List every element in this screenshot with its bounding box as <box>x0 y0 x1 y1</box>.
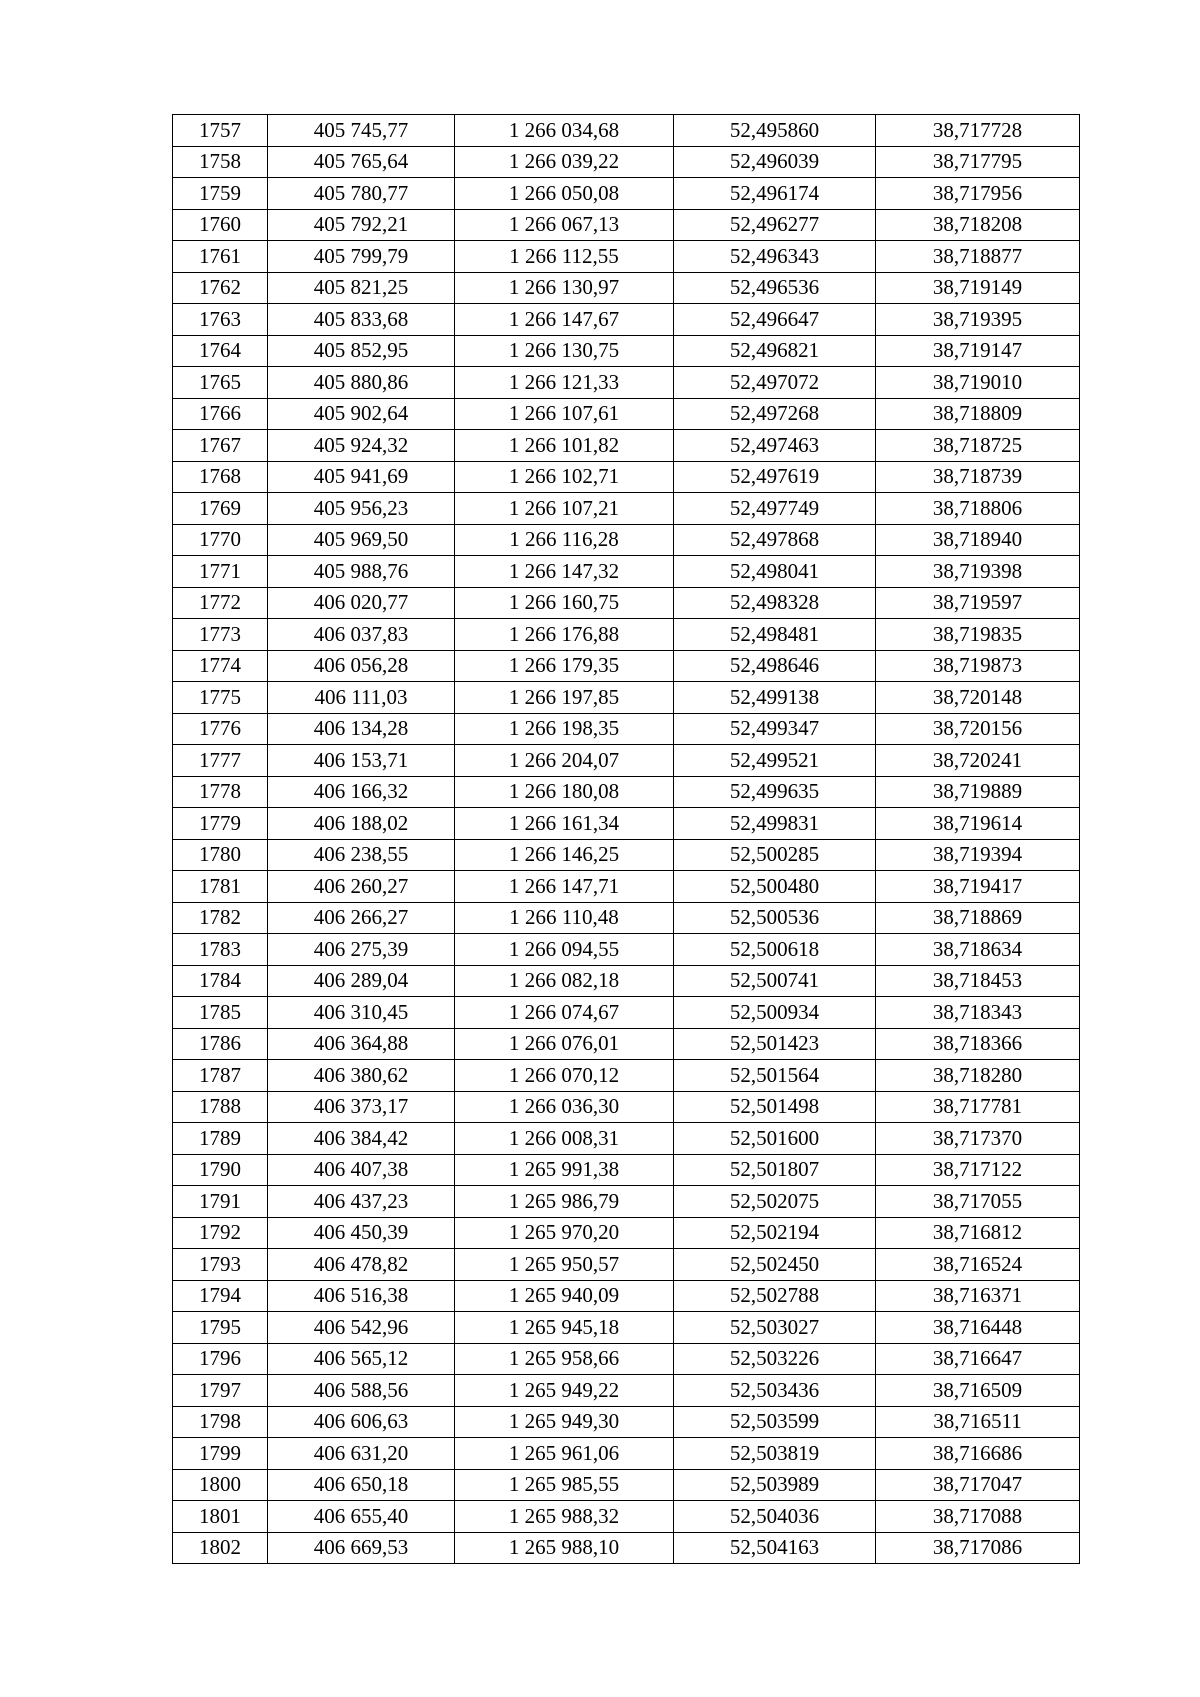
latitude-cell: 52,499635 <box>674 776 876 808</box>
y-coordinate-cell: 1 265 991,38 <box>455 1154 674 1186</box>
y-coordinate-cell: 1 266 039,22 <box>455 146 674 178</box>
point-number-cell: 1802 <box>173 1532 268 1564</box>
latitude-cell: 52,500618 <box>674 934 876 966</box>
x-coordinate-cell: 406 542,96 <box>268 1312 455 1344</box>
y-coordinate-cell: 1 266 036,30 <box>455 1091 674 1123</box>
y-coordinate-cell: 1 266 147,32 <box>455 556 674 588</box>
table-row <box>173 1154 1080 1186</box>
point-number-cell: 1783 <box>173 934 268 966</box>
longitude-cell: 38,717122 <box>876 1154 1080 1186</box>
longitude-cell: 38,718208 <box>876 209 1080 241</box>
point-number-cell: 1792 <box>173 1217 268 1249</box>
table-row <box>173 1469 1080 1501</box>
longitude-cell: 38,716524 <box>876 1249 1080 1281</box>
longitude-cell: 38,716511 <box>876 1406 1080 1438</box>
table-row <box>173 1438 1080 1470</box>
y-coordinate-cell: 1 266 176,88 <box>455 619 674 651</box>
longitude-cell: 38,717047 <box>876 1469 1080 1501</box>
latitude-cell: 52,496821 <box>674 335 876 367</box>
table-row <box>173 335 1080 367</box>
x-coordinate-cell: 405 821,25 <box>268 272 455 304</box>
table-row <box>173 1280 1080 1312</box>
table-row <box>173 1060 1080 1092</box>
point-number-cell: 1769 <box>173 493 268 525</box>
point-number-cell: 1774 <box>173 650 268 682</box>
table-row <box>173 209 1080 241</box>
point-number-cell: 1788 <box>173 1091 268 1123</box>
table-row <box>173 1312 1080 1344</box>
y-coordinate-cell: 1 265 949,22 <box>455 1375 674 1407</box>
x-coordinate-cell: 406 266,27 <box>268 902 455 934</box>
y-coordinate-cell: 1 265 940,09 <box>455 1280 674 1312</box>
table-row <box>173 524 1080 556</box>
y-coordinate-cell: 1 266 008,31 <box>455 1123 674 1155</box>
x-coordinate-cell: 405 799,79 <box>268 241 455 273</box>
latitude-cell: 52,501498 <box>674 1091 876 1123</box>
x-coordinate-cell: 406 275,39 <box>268 934 455 966</box>
longitude-cell: 38,718940 <box>876 524 1080 556</box>
latitude-cell: 52,504036 <box>674 1501 876 1533</box>
table-row <box>173 178 1080 210</box>
longitude-cell: 38,719614 <box>876 808 1080 840</box>
x-coordinate-cell: 406 669,53 <box>268 1532 455 1564</box>
point-number-cell: 1782 <box>173 902 268 934</box>
point-number-cell: 1768 <box>173 461 268 493</box>
y-coordinate-cell: 1 266 121,33 <box>455 367 674 399</box>
latitude-cell: 52,497463 <box>674 430 876 462</box>
latitude-cell: 52,497268 <box>674 398 876 430</box>
x-coordinate-cell: 405 833,68 <box>268 304 455 336</box>
point-number-cell: 1757 <box>173 115 268 147</box>
table-row <box>173 146 1080 178</box>
y-coordinate-cell: 1 266 107,61 <box>455 398 674 430</box>
point-number-cell: 1779 <box>173 808 268 840</box>
point-number-cell: 1776 <box>173 713 268 745</box>
point-number-cell: 1771 <box>173 556 268 588</box>
table-row <box>173 902 1080 934</box>
y-coordinate-cell: 1 266 107,21 <box>455 493 674 525</box>
latitude-cell: 52,496039 <box>674 146 876 178</box>
point-number-cell: 1794 <box>173 1280 268 1312</box>
point-number-cell: 1759 <box>173 178 268 210</box>
table-row <box>173 115 1080 147</box>
latitude-cell: 52,503027 <box>674 1312 876 1344</box>
point-number-cell: 1765 <box>173 367 268 399</box>
point-number-cell: 1785 <box>173 997 268 1029</box>
x-coordinate-cell: 405 792,21 <box>268 209 455 241</box>
y-coordinate-cell: 1 266 076,01 <box>455 1028 674 1060</box>
latitude-cell: 52,498481 <box>674 619 876 651</box>
longitude-cell: 38,717956 <box>876 178 1080 210</box>
longitude-cell: 38,718806 <box>876 493 1080 525</box>
longitude-cell: 38,720156 <box>876 713 1080 745</box>
x-coordinate-cell: 406 188,02 <box>268 808 455 840</box>
y-coordinate-cell: 1 266 112,55 <box>455 241 674 273</box>
table-row <box>173 1249 1080 1281</box>
longitude-cell: 38,716686 <box>876 1438 1080 1470</box>
y-coordinate-cell: 1 266 179,35 <box>455 650 674 682</box>
x-coordinate-cell: 406 373,17 <box>268 1091 455 1123</box>
latitude-cell: 52,503599 <box>674 1406 876 1438</box>
y-coordinate-cell: 1 265 958,66 <box>455 1343 674 1375</box>
latitude-cell: 52,496277 <box>674 209 876 241</box>
table-row <box>173 1532 1080 1564</box>
latitude-cell: 52,501423 <box>674 1028 876 1060</box>
longitude-cell: 38,718366 <box>876 1028 1080 1060</box>
x-coordinate-cell: 406 631,20 <box>268 1438 455 1470</box>
latitude-cell: 52,500480 <box>674 871 876 903</box>
y-coordinate-cell: 1 266 116,28 <box>455 524 674 556</box>
latitude-cell: 52,502194 <box>674 1217 876 1249</box>
coordinates-table-body <box>173 115 1080 1564</box>
table-row <box>173 461 1080 493</box>
y-coordinate-cell: 1 266 130,97 <box>455 272 674 304</box>
point-number-cell: 1761 <box>173 241 268 273</box>
longitude-cell: 38,717088 <box>876 1501 1080 1533</box>
point-number-cell: 1780 <box>173 839 268 871</box>
y-coordinate-cell: 1 266 197,85 <box>455 682 674 714</box>
y-coordinate-cell: 1 265 961,06 <box>455 1438 674 1470</box>
longitude-cell: 38,719835 <box>876 619 1080 651</box>
y-coordinate-cell: 1 266 180,08 <box>455 776 674 808</box>
latitude-cell: 52,497072 <box>674 367 876 399</box>
x-coordinate-cell: 405 924,32 <box>268 430 455 462</box>
longitude-cell: 38,720241 <box>876 745 1080 777</box>
table-row <box>173 619 1080 651</box>
table-row <box>173 965 1080 997</box>
point-number-cell: 1796 <box>173 1343 268 1375</box>
latitude-cell: 52,503819 <box>674 1438 876 1470</box>
table-row <box>173 713 1080 745</box>
y-coordinate-cell: 1 265 988,10 <box>455 1532 674 1564</box>
table-row <box>173 650 1080 682</box>
table-row <box>173 1501 1080 1533</box>
table-row <box>173 1406 1080 1438</box>
longitude-cell: 38,719394 <box>876 839 1080 871</box>
latitude-cell: 52,497868 <box>674 524 876 556</box>
latitude-cell: 52,496343 <box>674 241 876 273</box>
point-number-cell: 1778 <box>173 776 268 808</box>
x-coordinate-cell: 406 166,32 <box>268 776 455 808</box>
latitude-cell: 52,499138 <box>674 682 876 714</box>
latitude-cell: 52,503989 <box>674 1469 876 1501</box>
x-coordinate-cell: 406 516,38 <box>268 1280 455 1312</box>
point-number-cell: 1789 <box>173 1123 268 1155</box>
table-row <box>173 304 1080 336</box>
table-row <box>173 1186 1080 1218</box>
longitude-cell: 38,719873 <box>876 650 1080 682</box>
x-coordinate-cell: 405 969,50 <box>268 524 455 556</box>
y-coordinate-cell: 1 266 161,34 <box>455 808 674 840</box>
point-number-cell: 1793 <box>173 1249 268 1281</box>
x-coordinate-cell: 405 880,86 <box>268 367 455 399</box>
point-number-cell: 1763 <box>173 304 268 336</box>
point-number-cell: 1790 <box>173 1154 268 1186</box>
y-coordinate-cell: 1 265 988,32 <box>455 1501 674 1533</box>
x-coordinate-cell: 405 852,95 <box>268 335 455 367</box>
longitude-cell: 38,717728 <box>876 115 1080 147</box>
latitude-cell: 52,504163 <box>674 1532 876 1564</box>
latitude-cell: 52,500741 <box>674 965 876 997</box>
point-number-cell: 1762 <box>173 272 268 304</box>
latitude-cell: 52,503226 <box>674 1343 876 1375</box>
longitude-cell: 38,718634 <box>876 934 1080 966</box>
table-row <box>173 430 1080 462</box>
longitude-cell: 38,719398 <box>876 556 1080 588</box>
y-coordinate-cell: 1 266 067,13 <box>455 209 674 241</box>
y-coordinate-cell: 1 266 074,67 <box>455 997 674 1029</box>
latitude-cell: 52,497749 <box>674 493 876 525</box>
latitude-cell: 52,501807 <box>674 1154 876 1186</box>
point-number-cell: 1772 <box>173 587 268 619</box>
x-coordinate-cell: 406 380,62 <box>268 1060 455 1092</box>
longitude-cell: 38,718280 <box>876 1060 1080 1092</box>
x-coordinate-cell: 405 956,23 <box>268 493 455 525</box>
y-coordinate-cell: 1 266 146,25 <box>455 839 674 871</box>
x-coordinate-cell: 405 765,64 <box>268 146 455 178</box>
table-row <box>173 871 1080 903</box>
point-number-cell: 1770 <box>173 524 268 556</box>
table-row <box>173 1343 1080 1375</box>
table-row <box>173 587 1080 619</box>
y-coordinate-cell: 1 266 034,68 <box>455 115 674 147</box>
x-coordinate-cell: 406 588,56 <box>268 1375 455 1407</box>
latitude-cell: 52,502450 <box>674 1249 876 1281</box>
longitude-cell: 38,718343 <box>876 997 1080 1029</box>
longitude-cell: 38,719149 <box>876 272 1080 304</box>
y-coordinate-cell: 1 266 094,55 <box>455 934 674 966</box>
table-row <box>173 367 1080 399</box>
table-row <box>173 682 1080 714</box>
x-coordinate-cell: 406 153,71 <box>268 745 455 777</box>
latitude-cell: 52,498646 <box>674 650 876 682</box>
table-row <box>173 1217 1080 1249</box>
table-row <box>173 745 1080 777</box>
x-coordinate-cell: 406 450,39 <box>268 1217 455 1249</box>
table-row <box>173 1123 1080 1155</box>
latitude-cell: 52,499831 <box>674 808 876 840</box>
longitude-cell: 38,718877 <box>876 241 1080 273</box>
x-coordinate-cell: 405 941,69 <box>268 461 455 493</box>
latitude-cell: 52,498041 <box>674 556 876 588</box>
y-coordinate-cell: 1 265 986,79 <box>455 1186 674 1218</box>
y-coordinate-cell: 1 266 070,12 <box>455 1060 674 1092</box>
y-coordinate-cell: 1 265 949,30 <box>455 1406 674 1438</box>
x-coordinate-cell: 406 437,23 <box>268 1186 455 1218</box>
table-row <box>173 808 1080 840</box>
x-coordinate-cell: 405 988,76 <box>268 556 455 588</box>
y-coordinate-cell: 1 266 147,67 <box>455 304 674 336</box>
table-row <box>173 556 1080 588</box>
y-coordinate-cell: 1 265 985,55 <box>455 1469 674 1501</box>
x-coordinate-cell: 405 780,77 <box>268 178 455 210</box>
table-row <box>173 272 1080 304</box>
longitude-cell: 38,718739 <box>876 461 1080 493</box>
latitude-cell: 52,500536 <box>674 902 876 934</box>
x-coordinate-cell: 406 037,83 <box>268 619 455 651</box>
longitude-cell: 38,716812 <box>876 1217 1080 1249</box>
point-number-cell: 1795 <box>173 1312 268 1344</box>
y-coordinate-cell: 1 265 945,18 <box>455 1312 674 1344</box>
latitude-cell: 52,499347 <box>674 713 876 745</box>
table-row <box>173 1028 1080 1060</box>
latitude-cell: 52,499521 <box>674 745 876 777</box>
longitude-cell: 38,719147 <box>876 335 1080 367</box>
y-coordinate-cell: 1 266 130,75 <box>455 335 674 367</box>
x-coordinate-cell: 406 407,38 <box>268 1154 455 1186</box>
point-number-cell: 1777 <box>173 745 268 777</box>
latitude-cell: 52,500285 <box>674 839 876 871</box>
latitude-cell: 52,498328 <box>674 587 876 619</box>
y-coordinate-cell: 1 266 082,18 <box>455 965 674 997</box>
x-coordinate-cell: 406 289,04 <box>268 965 455 997</box>
x-coordinate-cell: 405 902,64 <box>268 398 455 430</box>
table-row <box>173 493 1080 525</box>
longitude-cell: 38,716448 <box>876 1312 1080 1344</box>
point-number-cell: 1766 <box>173 398 268 430</box>
x-coordinate-cell: 406 606,63 <box>268 1406 455 1438</box>
table-row <box>173 1091 1080 1123</box>
x-coordinate-cell: 406 478,82 <box>268 1249 455 1281</box>
longitude-cell: 38,719597 <box>876 587 1080 619</box>
longitude-cell: 38,719010 <box>876 367 1080 399</box>
coordinates-table <box>172 114 1080 1564</box>
latitude-cell: 52,496536 <box>674 272 876 304</box>
table-row <box>173 839 1080 871</box>
longitude-cell: 38,716647 <box>876 1343 1080 1375</box>
point-number-cell: 1764 <box>173 335 268 367</box>
y-coordinate-cell: 1 266 198,35 <box>455 713 674 745</box>
x-coordinate-cell: 406 310,45 <box>268 997 455 1029</box>
longitude-cell: 38,719417 <box>876 871 1080 903</box>
table-row <box>173 1375 1080 1407</box>
latitude-cell: 52,502075 <box>674 1186 876 1218</box>
x-coordinate-cell: 406 020,77 <box>268 587 455 619</box>
latitude-cell: 52,501600 <box>674 1123 876 1155</box>
point-number-cell: 1798 <box>173 1406 268 1438</box>
point-number-cell: 1791 <box>173 1186 268 1218</box>
longitude-cell: 38,718453 <box>876 965 1080 997</box>
x-coordinate-cell: 405 745,77 <box>268 115 455 147</box>
latitude-cell: 52,500934 <box>674 997 876 1029</box>
y-coordinate-cell: 1 266 160,75 <box>455 587 674 619</box>
x-coordinate-cell: 406 384,42 <box>268 1123 455 1155</box>
latitude-cell: 52,501564 <box>674 1060 876 1092</box>
x-coordinate-cell: 406 565,12 <box>268 1343 455 1375</box>
longitude-cell: 38,717055 <box>876 1186 1080 1218</box>
longitude-cell: 38,718809 <box>876 398 1080 430</box>
y-coordinate-cell: 1 266 204,07 <box>455 745 674 777</box>
point-number-cell: 1797 <box>173 1375 268 1407</box>
x-coordinate-cell: 406 056,28 <box>268 650 455 682</box>
point-number-cell: 1758 <box>173 146 268 178</box>
x-coordinate-cell: 406 134,28 <box>268 713 455 745</box>
table-row <box>173 241 1080 273</box>
longitude-cell: 38,718725 <box>876 430 1080 462</box>
longitude-cell: 38,717795 <box>876 146 1080 178</box>
point-number-cell: 1786 <box>173 1028 268 1060</box>
longitude-cell: 38,720148 <box>876 682 1080 714</box>
point-number-cell: 1784 <box>173 965 268 997</box>
x-coordinate-cell: 406 655,40 <box>268 1501 455 1533</box>
longitude-cell: 38,717086 <box>876 1532 1080 1564</box>
x-coordinate-cell: 406 260,27 <box>268 871 455 903</box>
latitude-cell: 52,496174 <box>674 178 876 210</box>
y-coordinate-cell: 1 265 950,57 <box>455 1249 674 1281</box>
latitude-cell: 52,495860 <box>674 115 876 147</box>
latitude-cell: 52,502788 <box>674 1280 876 1312</box>
longitude-cell: 38,718869 <box>876 902 1080 934</box>
point-number-cell: 1800 <box>173 1469 268 1501</box>
y-coordinate-cell: 1 266 102,71 <box>455 461 674 493</box>
x-coordinate-cell: 406 650,18 <box>268 1469 455 1501</box>
point-number-cell: 1773 <box>173 619 268 651</box>
point-number-cell: 1760 <box>173 209 268 241</box>
x-coordinate-cell: 406 238,55 <box>268 839 455 871</box>
point-number-cell: 1767 <box>173 430 268 462</box>
latitude-cell: 52,503436 <box>674 1375 876 1407</box>
x-coordinate-cell: 406 111,03 <box>268 682 455 714</box>
table-row <box>173 997 1080 1029</box>
longitude-cell: 38,716509 <box>876 1375 1080 1407</box>
point-number-cell: 1775 <box>173 682 268 714</box>
longitude-cell: 38,719889 <box>876 776 1080 808</box>
table-row <box>173 776 1080 808</box>
longitude-cell: 38,719395 <box>876 304 1080 336</box>
point-number-cell: 1799 <box>173 1438 268 1470</box>
latitude-cell: 52,496647 <box>674 304 876 336</box>
point-number-cell: 1781 <box>173 871 268 903</box>
point-number-cell: 1801 <box>173 1501 268 1533</box>
point-number-cell: 1787 <box>173 1060 268 1092</box>
longitude-cell: 38,717781 <box>876 1091 1080 1123</box>
longitude-cell: 38,717370 <box>876 1123 1080 1155</box>
y-coordinate-cell: 1 266 147,71 <box>455 871 674 903</box>
y-coordinate-cell: 1 265 970,20 <box>455 1217 674 1249</box>
table-row <box>173 934 1080 966</box>
x-coordinate-cell: 406 364,88 <box>268 1028 455 1060</box>
y-coordinate-cell: 1 266 101,82 <box>455 430 674 462</box>
y-coordinate-cell: 1 266 050,08 <box>455 178 674 210</box>
y-coordinate-cell: 1 266 110,48 <box>455 902 674 934</box>
longitude-cell: 38,716371 <box>876 1280 1080 1312</box>
latitude-cell: 52,497619 <box>674 461 876 493</box>
table-row <box>173 398 1080 430</box>
